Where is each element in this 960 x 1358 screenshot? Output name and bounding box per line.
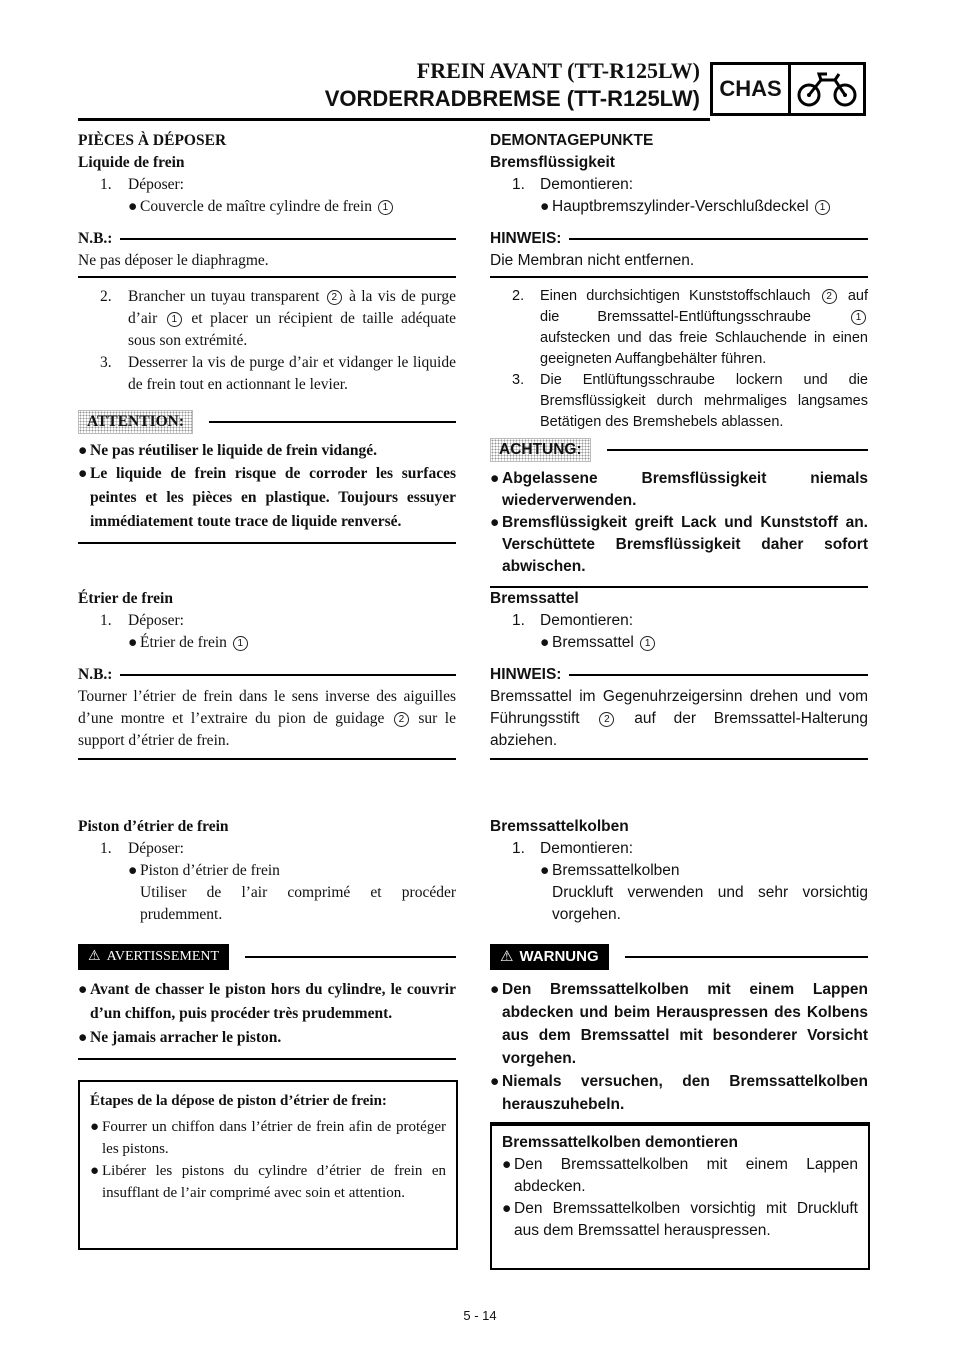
fr-warning-item: ● Ne jamais arracher le piston. <box>78 1029 282 1046</box>
title-fr: FREIN AVANT (TT-R125LW) <box>416 58 700 83</box>
de-step: 2. Einen durchsichtigen Kunststoffschlauch 2 auf die Bremssattel-Entlüftungsschraube 1 aufstecken und das freie Schlauchende in einen geeigneten Auffangbehälter führen. <box>512 288 869 367</box>
fr-nb-header: N.B.: <box>78 228 456 250</box>
warning-icon: ⚠ <box>500 948 514 965</box>
fr-steps-box <box>78 1080 458 1250</box>
fr-step: 1. Déposer: <box>100 612 184 629</box>
fr-steps-item: ● Fourrer un chiffon dans l’étrier de frein afin de protéger les pistons. <box>90 1119 446 1157</box>
fr-nb-header: N.B.: <box>78 664 456 686</box>
de-bullet: ● Hauptbremszylinder-Verschlußdeckel 1 <box>490 196 868 218</box>
fr-caliper-section <box>78 588 456 760</box>
fr-step: 2. Brancher un tuyau transparent 2 à la vis de purge d’air 1 et placer un récipient de taille adéquate sous son extrémité. <box>100 288 457 349</box>
de-attention-item: ● Abgelassene Bremsflüssigkeit niemals wiederverwenden. <box>490 470 868 509</box>
de-caliper-section <box>490 588 868 760</box>
fr-warning-header: ⚠ AVERTISSEMENT <box>78 944 456 970</box>
de-heading: DEMONTAGEPUNKTE <box>490 132 654 149</box>
motorcycle-icon <box>791 65 863 113</box>
header-rule <box>78 118 710 121</box>
de-note: Druckluft verwenden und sehr vorsichtig vorgehen. <box>552 884 868 923</box>
fr-heading: PIÈCES À DÉPOSER <box>78 132 227 149</box>
fr-bullet: ● Étrier de frein 1 <box>78 632 456 654</box>
warning-icon: ⚠ <box>88 949 101 964</box>
de-steps-item: ● Den Bremssattelkolben vorsichtig mit Druckluft aus dem Bremssattel herauspressen. <box>502 1200 858 1239</box>
de-bullet: ● Bremssattelkolben <box>540 862 680 879</box>
fr-attention-header: ATTENTION: <box>78 410 456 434</box>
de-bullet: ● Bremssattel 1 <box>490 632 868 654</box>
de-nb-header: HINWEIS: <box>490 228 868 250</box>
de-attention-header: ACHTUNG: <box>490 438 868 462</box>
fr-bullet: ● Piston d’étrier de frein <box>128 862 280 879</box>
fr-attention-item: ● Le liquide de frein risque de corroder les surfaces peintes et les pièces en plastique. Toujours essuyer immédiatement toute trace de liquide renversé. <box>78 465 456 530</box>
de-nb-text: Die Membran nicht entfernen. <box>490 252 695 269</box>
de-step: 1. Demontieren: <box>512 612 634 629</box>
fr-caliper-title: Étrier de frein <box>78 590 173 607</box>
de-steps-box <box>490 1122 870 1270</box>
de-warning-header: ⚠ WARNUNG <box>490 944 868 970</box>
fr-warning-block <box>78 944 456 1060</box>
de-attention-item: ● Bremsflüssigkeit greift Lack und Kunststoff an. Verschüttete Bremsflüssigkeit daher sofort abwischen. <box>490 514 868 575</box>
de-step: 1. Demontieren: <box>512 176 634 193</box>
fr-piston-title: Piston d’étrier de frein <box>78 818 229 835</box>
fr-attention-item: ● Ne pas réutiliser le liquide de frein vidangé. <box>78 442 378 459</box>
fr-step: 1. Déposer: <box>100 840 184 857</box>
fr-nb-text: Ne pas déposer le diaphragme. <box>78 252 269 269</box>
de-piston-section <box>490 816 868 926</box>
fr-note: Utiliser de l’air comprimé et procéder prudemment. <box>140 884 456 923</box>
section-box <box>710 62 866 116</box>
fr-steps-title: Étapes de la dépose de piston d’étrier de frein: <box>90 1093 387 1109</box>
fr-bullet: ● Couvercle de maître cylindre de frein 1 <box>78 196 456 218</box>
fr-attention-block <box>78 410 456 544</box>
section-label: CHAS <box>713 65 791 113</box>
de-brake-fluid-title: Bremsflüssigkeit <box>490 154 615 171</box>
fr-step: 1. Déposer: <box>100 176 184 193</box>
fr-nb-text: Tourner l’étrier de frein dans le sens inverse des aiguilles d’une montre et l’extraire du pion de guidage 2 sur le support d’étrier de frein. <box>78 688 456 749</box>
fr-steps-item: ● Libérer les pistons du cylindre d’étrier de frein en insufflant de l’air comprimé avec soin et attention. <box>90 1163 446 1201</box>
de-warning-block <box>490 944 868 1126</box>
de-caliper-title: Bremssattel <box>490 590 579 607</box>
de-warning-item: ● Niemals versuchen, den Bremssattelkolben herauszuhebeln. <box>490 1073 868 1113</box>
fr-piston-section <box>78 816 456 926</box>
de-brake-fluid-section <box>490 130 868 433</box>
de-warning-item: ● Den Bremssattelkolben mit einem Lappen abdecken und beim Herauspressen des Kolbens aus dem Bremssattel mit besonderer Vorsicht vorgehen. <box>490 981 868 1067</box>
de-steps-title: Bremssattelkolben demontieren <box>502 1134 739 1151</box>
title-de: VORDERRADBREMSE (TT-R125LW) <box>324 86 700 111</box>
fr-warning-item: ● Avant de chasser le piston hors du cylindre, le couvrir d’un chiffon, puis procéder très prudemment. <box>78 981 456 1022</box>
de-nb-text: Bremssattel im Gegenuhrzeigersinn drehen und vom Führungsstift 2 auf der Bremssattel-Halterung abziehen. <box>490 688 868 749</box>
fr-brake-fluid-title: Liquide de frein <box>78 154 185 171</box>
fr-step: 3. Desserrer la vis de purge d’air et vidanger le liquide de frein tout en actionnant le levier. <box>100 354 456 393</box>
page-number: 5 - 14 <box>463 1308 497 1323</box>
de-nb-header: HINWEIS: <box>490 664 868 686</box>
de-attention-block <box>490 438 868 588</box>
de-step: 1. Demontieren: <box>512 840 634 857</box>
de-step: 3. Die Entlüftungsschraube lockern und die Bremsflüssigkeit durch mehrmaliges langsames Betätigen des Bremshebels ablassen. <box>512 372 868 430</box>
fr-brake-fluid-section <box>78 130 456 396</box>
de-steps-item: ● Den Bremssattelkolben mit einem Lappen abdecken. <box>502 1156 858 1195</box>
de-piston-title: Bremssattelkolben <box>490 818 629 835</box>
